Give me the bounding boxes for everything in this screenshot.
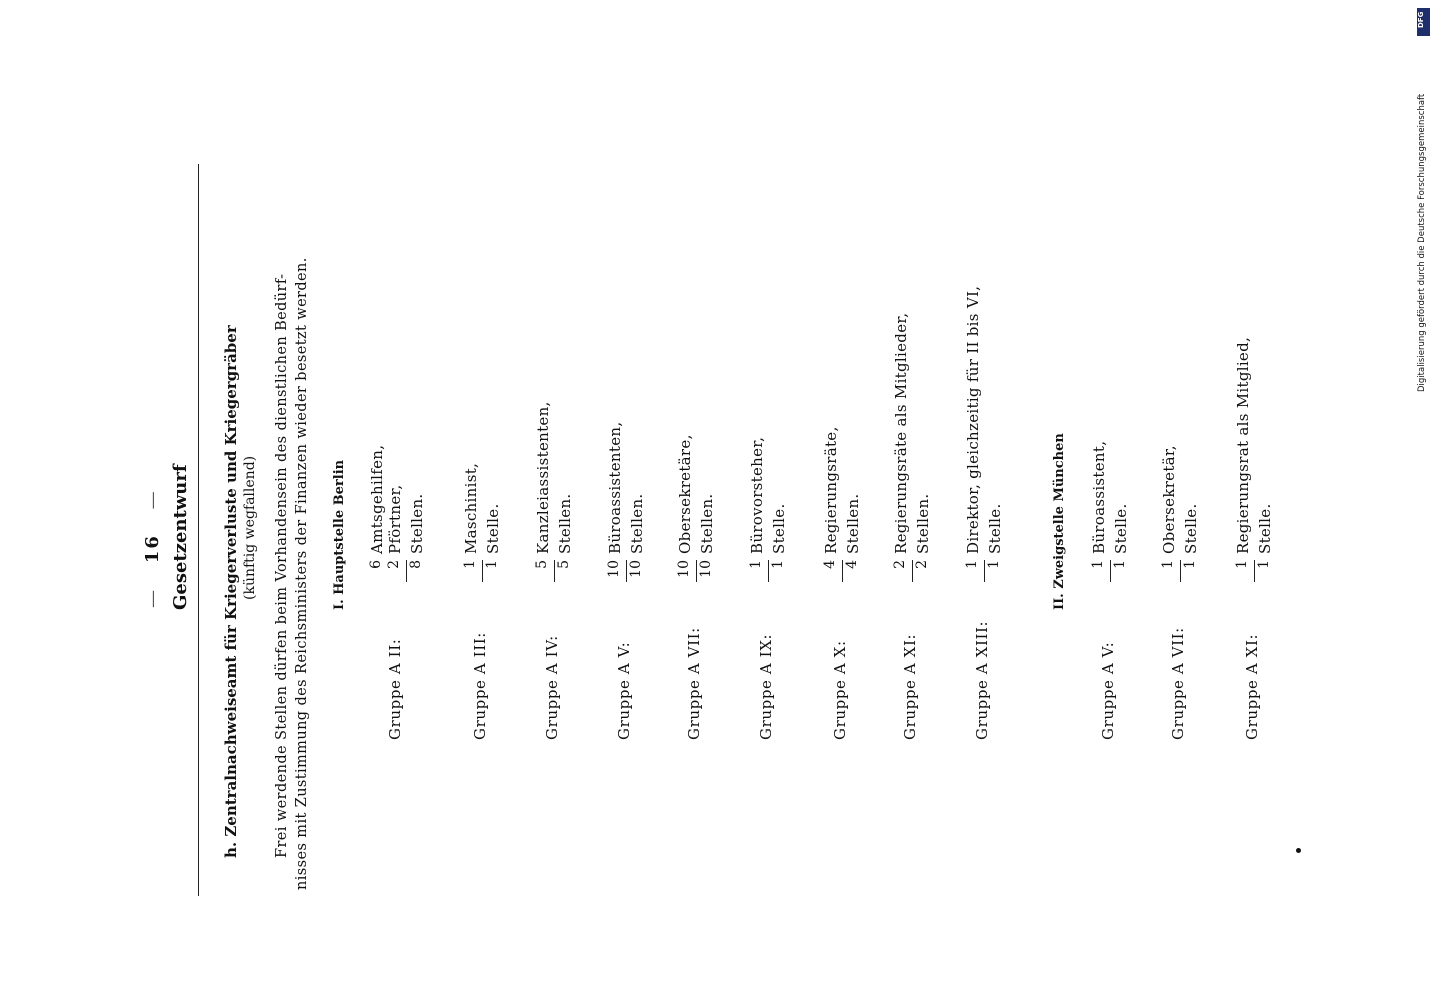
position-title: Regierungsräte als Mitglieder, [892, 312, 910, 554]
position-title: Regierungsräte, [822, 426, 840, 554]
total-label: Stelle. [986, 503, 1004, 554]
position-title: Pförtner, [386, 484, 404, 554]
count: 1 [1234, 560, 1250, 569]
total-label: Stellen. [844, 493, 862, 554]
gruppe-label: Gruppe A IV: [543, 635, 561, 740]
gruppe-label: Gruppe A VII: [685, 627, 703, 740]
total-count: 5 [556, 560, 572, 569]
total-label: Stelle. [484, 503, 502, 554]
count: 6 [368, 560, 384, 569]
section-subheading: (künftig wegfallend) [242, 455, 258, 600]
total-label: Stellen. [698, 493, 716, 554]
total-count: 8 [408, 560, 424, 569]
sum-rule [1254, 560, 1255, 582]
total-label: Stellen. [408, 493, 426, 554]
count: 1 [748, 560, 764, 569]
dfg-logo-text: DFG [1417, 11, 1425, 28]
total-label: Stelle. [1112, 503, 1130, 554]
total-label: Stellen. [628, 493, 646, 554]
total-count: 1 [484, 560, 500, 569]
sum-rule [768, 560, 769, 582]
total-count: 1 [1112, 560, 1128, 569]
position-title: Direktor, gleichzeitig für II bis VI, [964, 285, 982, 554]
total-label: Stelle. [1182, 503, 1200, 554]
position-title: Bürovorsteher, [748, 436, 766, 554]
page-number-line [142, 489, 163, 608]
sum-rule [984, 560, 985, 582]
total-count: 1 [770, 560, 786, 569]
total-count: 1 [1182, 560, 1198, 569]
sum-rule [1180, 560, 1181, 582]
total-label: Stellen. [914, 493, 932, 554]
count: 4 [822, 560, 838, 569]
position-title: Büroassistenten, [606, 421, 624, 554]
count: 2 [892, 560, 908, 569]
total-count: 1 [1256, 560, 1272, 569]
count: 10 [606, 560, 622, 578]
total-count: 10 [628, 560, 644, 578]
count: 1 [964, 560, 980, 569]
intro-line-1: Frei werdende Stellen dürfen beim Vorhandensein des dienstlichen Bedürf- [274, 273, 290, 858]
position-title: Regierungsrat als Mitglied, [1234, 336, 1252, 554]
gruppe-label: Gruppe A XI: [1243, 633, 1261, 740]
sum-rule [842, 560, 843, 582]
sum-rule [912, 560, 913, 582]
gruppe-label: Gruppe A V: [615, 641, 633, 740]
position-title: Büroassistent, [1090, 440, 1108, 554]
sum-rule [626, 560, 627, 582]
count: 10 [676, 560, 692, 578]
page-title: Gesetzentwurf [170, 464, 191, 610]
gruppe-label: Gruppe A II: [386, 638, 404, 740]
gruppe-label: Gruppe A XIII: [973, 620, 991, 740]
stray-dot [1296, 848, 1301, 853]
total-label: Stelle. [770, 503, 788, 554]
gruppe-label: Gruppe A III: [471, 632, 489, 740]
sum-rule [406, 560, 407, 582]
position-title: Obersekretär, [1160, 445, 1178, 554]
count: 2 [386, 560, 402, 569]
total-count: 4 [844, 560, 860, 569]
total-count: 1 [986, 560, 1002, 569]
page-dash-left: — [142, 588, 163, 608]
header-rule [198, 164, 199, 896]
position-title: Kanzleiassistenten, [534, 401, 552, 554]
position-title: Obersekretäre, [676, 434, 694, 554]
sum-rule [554, 560, 555, 582]
rotated-document-page [142, 160, 1306, 900]
position-title: Maschinist, [462, 462, 480, 554]
total-label: Stellen. [556, 493, 574, 554]
sum-rule [696, 560, 697, 582]
position-title: Amtsgehilfen, [368, 444, 386, 554]
count: 1 [1160, 560, 1176, 569]
count: 1 [1090, 560, 1106, 569]
count: 1 [462, 560, 478, 569]
gruppe-label: Gruppe A X: [831, 640, 849, 740]
gruppe-label: Gruppe A VII: [1169, 627, 1187, 740]
section-heading: h. Zentralnachweiseamt für Kriegerverluste und Kriegergräber [222, 325, 240, 858]
total-count: 10 [698, 560, 714, 578]
count: 5 [534, 560, 550, 569]
total-label: Stelle. [1256, 503, 1274, 554]
gruppe-label: Gruppe A IX: [757, 633, 775, 740]
zweigstelle-heading: II. Zweigstelle München [1052, 433, 1067, 610]
page-dash-right: — [142, 489, 163, 510]
intro-line-2: nisses mit Zustimmung des Reichsministers der Finanzen wieder besetzt werden. [294, 257, 310, 890]
gruppe-label: Gruppe A V: [1099, 641, 1117, 740]
gruppe-label: Gruppe A XI: [901, 633, 919, 740]
page-number: 16 [142, 534, 163, 564]
dfg-logo [1417, 8, 1430, 36]
sum-rule [482, 560, 483, 582]
sum-rule [1110, 560, 1111, 582]
digitization-credit: Digitalisierung gefördert durch die Deutsche Forschungsgemeinschaft [1417, 93, 1427, 392]
total-count: 2 [914, 560, 930, 569]
hauptstelle-heading: I. Hauptstelle Berlin [332, 459, 347, 610]
